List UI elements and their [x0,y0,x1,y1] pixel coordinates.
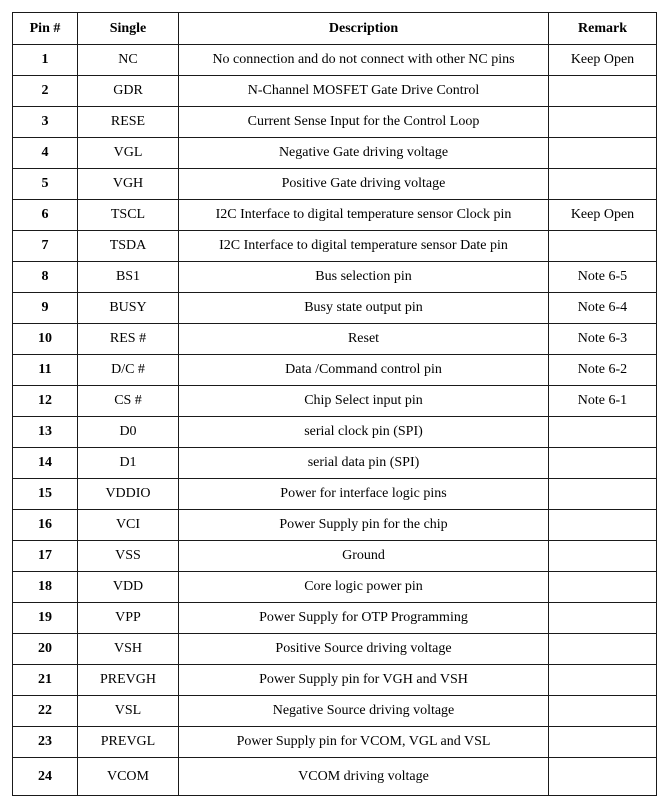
table-row [13,665,657,696]
remark-cell [549,665,657,696]
pin-cell: 7 [13,231,78,262]
table-row [13,262,657,293]
pin-cell: 3 [13,107,78,138]
signal-cell: VCI [78,510,179,541]
table-row [13,76,657,107]
signal-cell: VPP [78,603,179,634]
description-cell: Reset [179,324,549,355]
description-cell: Busy state output pin [179,293,549,324]
signal-cell: D0 [78,417,179,448]
table-row [13,324,657,355]
table-row [13,200,657,231]
table-row [13,727,657,758]
remark-cell [549,758,657,796]
table-row [13,634,657,665]
signal-cell: TSCL [78,200,179,231]
description-cell: Positive Source driving voltage [179,634,549,665]
signal-cell: RESE [78,107,179,138]
description-cell: Positive Gate driving voltage [179,169,549,200]
header-single: Single [78,13,179,45]
remark-cell: Note 6-3 [549,324,657,355]
pin-cell: 6 [13,200,78,231]
remark-cell [549,107,657,138]
remark-cell [549,541,657,572]
description-cell: VCOM driving voltage [179,758,549,796]
pin-cell: 9 [13,293,78,324]
remark-cell [549,76,657,107]
pin-cell: 2 [13,76,78,107]
signal-cell: CS # [78,386,179,417]
pin-cell: 18 [13,572,78,603]
description-cell: Current Sense Input for the Control Loop [179,107,549,138]
remark-cell [549,603,657,634]
remark-cell [549,572,657,603]
remark-cell: Note 6-2 [549,355,657,386]
remark-cell: Keep Open [549,200,657,231]
pin-cell: 21 [13,665,78,696]
remark-cell [549,510,657,541]
description-cell: Chip Select input pin [179,386,549,417]
signal-cell: VCOM [78,758,179,796]
description-cell: I2C Interface to digital temperature sensor Clock pin [179,200,549,231]
header-pin: Pin # [13,13,78,45]
header-row [13,13,657,45]
pin-cell: 1 [13,45,78,76]
signal-cell: BS1 [78,262,179,293]
remark-cell: Note 6-1 [549,386,657,417]
description-cell: Power for interface logic pins [179,479,549,510]
header-description: Description [179,13,549,45]
signal-cell: BUSY [78,293,179,324]
description-cell: Negative Gate driving voltage [179,138,549,169]
table-row [13,138,657,169]
description-cell: Data /Command control pin [179,355,549,386]
description-cell: Power Supply pin for the chip [179,510,549,541]
signal-cell: NC [78,45,179,76]
remark-cell [549,138,657,169]
table-row [13,231,657,262]
signal-cell: D1 [78,448,179,479]
description-cell: I2C Interface to digital temperature sensor Date pin [179,231,549,262]
pin-cell: 8 [13,262,78,293]
pin-cell: 16 [13,510,78,541]
description-cell: Core logic power pin [179,572,549,603]
pin-cell: 13 [13,417,78,448]
table-row [13,479,657,510]
signal-cell: PREVGL [78,727,179,758]
signal-cell: RES # [78,324,179,355]
description-cell: No connection and do not connect with other NC pins [179,45,549,76]
signal-cell: VGH [78,169,179,200]
table-row [13,169,657,200]
table-row [13,417,657,448]
table-row [13,696,657,727]
pin-cell: 15 [13,479,78,510]
signal-cell: GDR [78,76,179,107]
description-cell: Power Supply pin for VCOM, VGL and VSL [179,727,549,758]
signal-cell: VDDIO [78,479,179,510]
table-header [13,13,657,45]
table-row [13,572,657,603]
remark-cell [549,169,657,200]
pin-cell: 4 [13,138,78,169]
remark-cell: Note 6-5 [549,262,657,293]
remark-cell [549,479,657,510]
remark-cell [549,448,657,479]
signal-cell: VSL [78,696,179,727]
pin-cell: 14 [13,448,78,479]
remark-cell: Keep Open [549,45,657,76]
description-cell: serial data pin (SPI) [179,448,549,479]
remark-cell: Note 6-4 [549,293,657,324]
pin-cell: 17 [13,541,78,572]
signal-cell: VDD [78,572,179,603]
description-cell: Negative Source driving voltage [179,696,549,727]
table-row [13,603,657,634]
header-remark: Remark [549,13,657,45]
signal-cell: VGL [78,138,179,169]
remark-cell [549,231,657,262]
table-row [13,510,657,541]
table-row [13,758,657,796]
table-row [13,541,657,572]
pin-cell: 11 [13,355,78,386]
description-cell: Ground [179,541,549,572]
remark-cell [549,727,657,758]
remark-cell [549,634,657,665]
description-cell: N-Channel MOSFET Gate Drive Control [179,76,549,107]
table-row [13,107,657,138]
table-row [13,386,657,417]
table-row [13,355,657,386]
table-row [13,45,657,76]
description-cell: Power Supply for OTP Programming [179,603,549,634]
table-row [13,293,657,324]
pin-cell: 22 [13,696,78,727]
signal-cell: D/C # [78,355,179,386]
pin-cell: 10 [13,324,78,355]
pin-cell: 12 [13,386,78,417]
signal-cell: VSH [78,634,179,665]
pin-cell: 20 [13,634,78,665]
signal-cell: PREVGH [78,665,179,696]
signal-cell: TSDA [78,231,179,262]
description-cell: Bus selection pin [179,262,549,293]
description-cell: Power Supply pin for VGH and VSH [179,665,549,696]
table-row [13,448,657,479]
table-body [13,45,657,796]
signal-cell: VSS [78,541,179,572]
remark-cell [549,417,657,448]
pin-cell: 24 [13,758,78,796]
remark-cell [549,696,657,727]
pin-cell: 23 [13,727,78,758]
pin-cell: 5 [13,169,78,200]
pin-definition-table [12,12,657,796]
pin-cell: 19 [13,603,78,634]
description-cell: serial clock pin (SPI) [179,417,549,448]
